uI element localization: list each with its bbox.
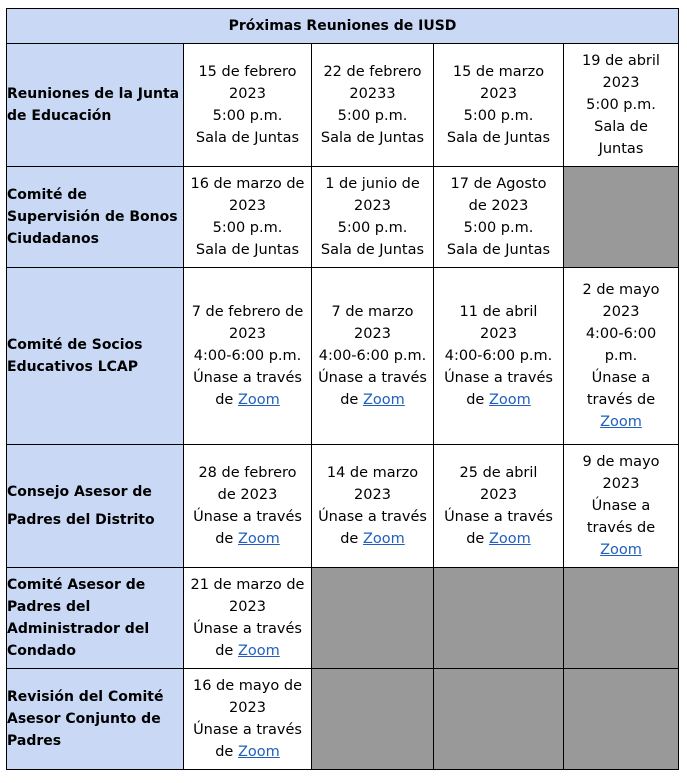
- meeting-cell: [184, 167, 312, 268]
- meeting-location: Sala de Juntas: [195, 242, 300, 258]
- meeting-time: 4:00-6:00 p.m.: [318, 348, 427, 364]
- link-prefix: de: [340, 531, 359, 547]
- empty-cell: [564, 669, 679, 770]
- meeting-cell: [564, 445, 679, 568]
- link-prefix: de: [215, 531, 234, 547]
- meeting-date: 9 de mayo: [582, 454, 660, 470]
- meeting-year: 2023: [229, 198, 266, 214]
- meeting-cell: [184, 568, 312, 669]
- meeting-year: 2023: [480, 326, 517, 342]
- meeting-cell: [312, 44, 434, 167]
- zoom-link-line: [312, 389, 433, 411]
- meetings-table: [6, 8, 679, 770]
- row-label-line: Padres: [7, 733, 62, 749]
- empty-cell: [434, 669, 564, 770]
- meeting-cell: [184, 445, 312, 568]
- meeting-cell: [184, 268, 312, 445]
- meeting-date: 15 de febrero: [198, 64, 297, 80]
- join-text: Únase a través: [193, 722, 302, 738]
- row-label-line: Educativos LCAP: [7, 359, 139, 375]
- zoom-link[interactable]: Zoom: [237, 531, 280, 547]
- meeting-date: 21 de marzo de: [190, 577, 305, 593]
- row-label-line: Comité de: [7, 187, 87, 203]
- meeting-year: 2023: [229, 599, 266, 615]
- meeting-cell: [434, 167, 564, 268]
- meeting-location: Sala de: [594, 119, 648, 135]
- empty-cell: [312, 568, 434, 669]
- join-text: Únase a través: [444, 509, 553, 525]
- meeting-cell: [434, 44, 564, 167]
- link-prefix: de: [215, 392, 234, 408]
- row-label: [7, 669, 184, 770]
- join-text: Únase a través: [193, 370, 302, 386]
- zoom-link-line: [184, 640, 311, 662]
- link-prefix: de: [466, 392, 485, 408]
- row-label-line: Reuniones de la Junta: [7, 86, 180, 102]
- row-label-line: Consejo Asesor de: [7, 484, 152, 500]
- meeting-date: 7 de febrero de: [191, 304, 304, 320]
- zoom-link-line: [184, 741, 311, 763]
- empty-cell: [434, 568, 564, 669]
- zoom-link-line: [434, 389, 563, 411]
- meeting-date: 17 de Agosto: [450, 176, 547, 192]
- table-row-board: [7, 44, 679, 167]
- zoom-link[interactable]: Zoom: [600, 414, 642, 430]
- title-row: [7, 9, 679, 44]
- table-row-county: [7, 568, 679, 669]
- zoom-link-line: [564, 411, 678, 433]
- meeting-year: de 2023: [468, 198, 529, 214]
- meeting-location: Sala de Juntas: [195, 130, 300, 146]
- row-label: [7, 568, 184, 669]
- meeting-year: 2023: [602, 304, 640, 320]
- meeting-date: 15 de marzo: [452, 64, 545, 80]
- meeting-date: 2 de mayo: [582, 282, 660, 298]
- row-label: [7, 445, 184, 568]
- empty-cell: [564, 568, 679, 669]
- row-label-line: Comité de Socios: [7, 337, 143, 353]
- join-text: Únase a través: [193, 509, 302, 525]
- meeting-time: 5:00 p.m.: [212, 220, 283, 236]
- meeting-year: 20233: [349, 86, 396, 102]
- meeting-year: 2023: [229, 86, 266, 102]
- zoom-link[interactable]: Zoom: [237, 744, 280, 760]
- zoom-link[interactable]: Zoom: [237, 643, 280, 659]
- meeting-year: 2023: [480, 86, 517, 102]
- join-text: Únase a: [591, 498, 651, 514]
- meeting-year: de 2023: [217, 487, 278, 503]
- meeting-year: 2023: [354, 198, 391, 214]
- row-label-line: Supervisión de Bonos: [7, 209, 178, 225]
- meeting-date: 28 de febrero: [198, 465, 297, 481]
- meeting-time: 5:00 p.m.: [337, 220, 408, 236]
- table-row-joint: [7, 669, 679, 770]
- meeting-time: 5:00 p.m.: [586, 97, 656, 113]
- meeting-cell: [312, 167, 434, 268]
- empty-cell: [312, 669, 434, 770]
- join-text: Únase a: [591, 370, 651, 386]
- row-label-line: de Educación: [7, 108, 112, 124]
- meeting-date: 19 de abril: [582, 53, 660, 69]
- meeting-time: 4:00-6:00 p.m.: [444, 348, 553, 364]
- meeting-time: 4:00-6:00 p.m.: [193, 348, 302, 364]
- link-prefix: de: [215, 744, 234, 760]
- meeting-location: Sala de Juntas: [446, 242, 551, 258]
- meeting-year: 2023: [229, 700, 266, 716]
- meeting-cell: [312, 268, 434, 445]
- link-prefix: de: [466, 531, 485, 547]
- meeting-year: 2023: [229, 326, 266, 342]
- join-text: Únase a través: [444, 370, 553, 386]
- table-row-lcap: [7, 268, 679, 445]
- meeting-date: 25 de abril: [459, 465, 538, 481]
- meeting-date: 22 de febrero: [323, 64, 422, 80]
- row-label: [7, 268, 184, 445]
- row-label-line: Ciudadanos: [7, 231, 99, 247]
- meeting-cell: [564, 268, 679, 445]
- row-label-line: Padres del Distrito: [7, 512, 155, 528]
- link-prefix: de: [340, 392, 359, 408]
- meeting-time: p.m.: [604, 348, 638, 364]
- table-title: Próximas Reuniones de IUSD: [7, 9, 679, 44]
- row-label-line: Asesor Conjunto de: [7, 711, 161, 727]
- zoom-link-line: [434, 528, 563, 550]
- meeting-time: 4:00-6:00: [585, 326, 657, 342]
- meeting-cell: [184, 669, 312, 770]
- zoom-link[interactable]: Zoom: [362, 531, 405, 547]
- join-text: través de: [586, 520, 656, 536]
- meeting-cell: [184, 44, 312, 167]
- row-label: [7, 167, 184, 268]
- meeting-time: 5:00 p.m.: [463, 108, 534, 124]
- join-text: Únase a través: [193, 621, 302, 637]
- meeting-date: 7 de marzo: [331, 304, 414, 320]
- meeting-time: 5:00 p.m.: [463, 220, 534, 236]
- row-label-line: Padres del: [7, 599, 91, 615]
- join-text: Únase a través: [318, 509, 427, 525]
- row-label-line: Administrador del: [7, 621, 150, 637]
- zoom-link-line: [184, 528, 311, 550]
- row-label-line: Comité Asesor de: [7, 577, 146, 593]
- zoom-link-line: [312, 528, 433, 550]
- meeting-location: Sala de Juntas: [320, 130, 425, 146]
- row-label-line: Condado: [7, 643, 76, 659]
- table-row-district: [7, 445, 679, 568]
- meeting-date: 16 de marzo de: [190, 176, 305, 192]
- meeting-date: 1 de junio de: [325, 176, 420, 192]
- zoom-link[interactable]: Zoom: [237, 392, 280, 408]
- meeting-time: 5:00 p.m.: [337, 108, 408, 124]
- join-text: Únase a través: [318, 370, 427, 386]
- meeting-location: Juntas: [598, 141, 644, 157]
- join-text: través de: [586, 392, 656, 408]
- meeting-year: 2023: [602, 476, 640, 492]
- table-row-bond: [7, 167, 679, 268]
- meeting-cell: [312, 445, 434, 568]
- zoom-link[interactable]: Zoom: [600, 542, 642, 558]
- meeting-year: 2023: [354, 487, 391, 503]
- meeting-year: 2023: [602, 75, 640, 91]
- zoom-link[interactable]: Zoom: [488, 392, 531, 408]
- zoom-link-line: [564, 539, 678, 561]
- meeting-year: 2023: [480, 487, 517, 503]
- meeting-location: Sala de Juntas: [320, 242, 425, 258]
- meeting-date: 14 de marzo: [326, 465, 419, 481]
- zoom-link-line: [184, 389, 311, 411]
- meeting-date: 16 de mayo de: [193, 678, 302, 694]
- meeting-date: 11 de abril: [459, 304, 538, 320]
- zoom-link[interactable]: Zoom: [362, 392, 405, 408]
- link-prefix: de: [215, 643, 234, 659]
- zoom-link[interactable]: Zoom: [488, 531, 531, 547]
- empty-cell: [564, 167, 679, 268]
- meeting-cell: [434, 268, 564, 445]
- meeting-cell: [564, 44, 679, 167]
- row-label: [7, 44, 184, 167]
- meeting-time: 5:00 p.m.: [212, 108, 283, 124]
- meeting-cell: [434, 445, 564, 568]
- meeting-year: 2023: [354, 326, 391, 342]
- row-label-line: Revisión del Comité: [7, 689, 164, 705]
- meeting-location: Sala de Juntas: [446, 130, 551, 146]
